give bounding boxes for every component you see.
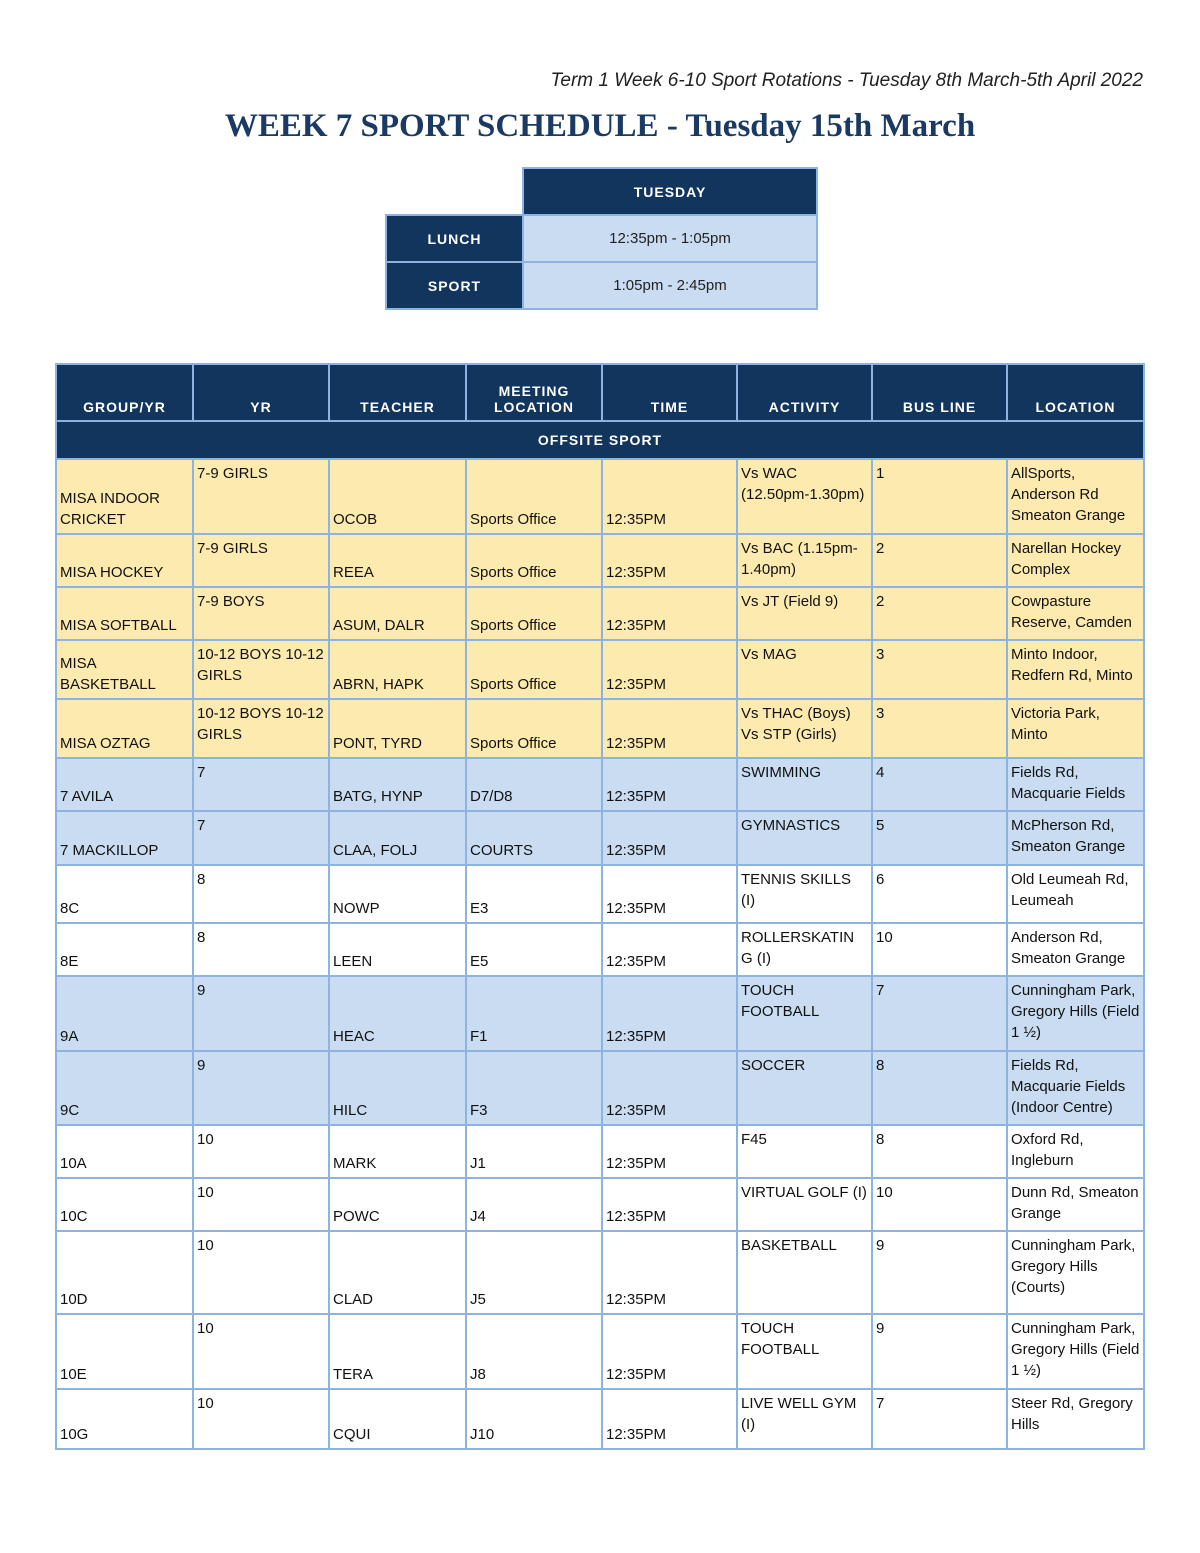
yr-cell: 10 [193,1389,329,1449]
teacher-cell: ASUM, DALR [329,587,466,640]
teacher-cell: HEAC [329,976,466,1051]
location-cell: Minto Indoor, Redfern Rd, Minto [1007,640,1144,699]
meeting-location-cell: Sports Office [466,640,602,699]
group-cell: MISA HOCKEY [56,534,193,587]
meeting-location-cell: J5 [466,1231,602,1314]
yr-cell: 10 [193,1125,329,1178]
activity-cell: TOUCH FOOTBALL [737,1314,872,1389]
meeting-location-cell: Sports Office [466,534,602,587]
document-subtitle: Term 1 Week 6-10 Sport Rotations - Tuesday 8th March-5th April 2022 [550,70,1143,91]
bus-line-cell: 8 [872,1051,1007,1125]
location-cell: Dunn Rd, Smeaton Grange [1007,1178,1144,1231]
time-cell: 12:35PM [602,976,737,1051]
yr-cell: 8 [193,865,329,923]
table-row [56,587,1144,640]
times-day-header: TUESDAY [523,168,817,215]
activity-cell: Vs MAG [737,640,872,699]
teacher-cell: TERA [329,1314,466,1389]
meeting-location-cell: J1 [466,1125,602,1178]
activity-cell: BASKETBALL [737,1231,872,1314]
teacher-cell: BATG, HYNP [329,758,466,811]
time-cell: 12:35PM [602,923,737,976]
yr-cell: 10 [193,1231,329,1314]
time-cell: 12:35PM [602,865,737,923]
location-cell: Old Leumeah Rd, Leumeah [1007,865,1144,923]
activity-cell: LIVE WELL GYM (I) [737,1389,872,1449]
bus-line-cell: 6 [872,865,1007,923]
location-cell: Fields Rd, Macquarie Fields (Indoor Centre) [1007,1051,1144,1125]
table-row [56,758,1144,811]
col-header-yr: YR [193,364,329,421]
location-cell: AllSports, Anderson Rd Smeaton Grange [1007,459,1144,534]
teacher-cell: MARK [329,1125,466,1178]
activity-cell: Vs JT (Field 9) [737,587,872,640]
teacher-cell: PONT, TYRD [329,699,466,758]
activity-cell: F45 [737,1125,872,1178]
activity-cell: Vs THAC (Boys) Vs STP (Girls) [737,699,872,758]
teacher-cell: NOWP [329,865,466,923]
location-cell: Victoria Park, Minto [1007,699,1144,758]
bus-line-cell: 10 [872,923,1007,976]
yr-cell: 8 [193,923,329,976]
table-row [56,865,1144,923]
group-cell: 9A [56,976,193,1051]
meeting-location-cell: D7/D8 [466,758,602,811]
time-cell: 12:35PM [602,1178,737,1231]
location-cell: Narellan Hockey Complex [1007,534,1144,587]
yr-cell: 10-12 BOYS 10-12 GIRLS [193,640,329,699]
meeting-location-cell: Sports Office [466,459,602,534]
activity-cell: SOCCER [737,1051,872,1125]
table-row [56,1231,1144,1314]
group-cell: 10G [56,1389,193,1449]
yr-cell: 10 [193,1314,329,1389]
bus-line-cell: 2 [872,534,1007,587]
table-row [56,923,1144,976]
times-row-label: LUNCH [386,215,523,262]
group-cell: 8C [56,865,193,923]
location-cell: Cowpasture Reserve, Camden [1007,587,1144,640]
bus-line-cell: 8 [872,1125,1007,1178]
activity-cell: TOUCH FOOTBALL [737,976,872,1051]
col-header-teacher: TEACHER [329,364,466,421]
time-cell: 12:35PM [602,1314,737,1389]
location-cell: Fields Rd, Macquarie Fields [1007,758,1144,811]
location-cell: Anderson Rd, Smeaton Grange [1007,923,1144,976]
yr-cell: 7-9 GIRLS [193,459,329,534]
times-row-value: 1:05pm - 2:45pm [523,262,817,309]
teacher-cell: CLAD [329,1231,466,1314]
group-cell: 10E [56,1314,193,1389]
bus-line-cell: 3 [872,699,1007,758]
activity-cell: GYMNASTICS [737,811,872,865]
times-row-label: SPORT [386,262,523,309]
location-cell: Cunningham Park, Gregory Hills (Field 1 ½) [1007,976,1144,1051]
table-row [56,1389,1144,1449]
location-cell: Cunningham Park, Gregory Hills (Courts) [1007,1231,1144,1314]
time-cell: 12:35PM [602,811,737,865]
col-header-bus-line: BUS LINE [872,364,1007,421]
bus-line-cell: 5 [872,811,1007,865]
section-label: OFFSITE SPORT [56,421,1144,459]
table-row [56,811,1144,865]
col-header-location [1007,364,1144,421]
bus-line-cell: 4 [872,758,1007,811]
yr-cell: 10 [193,1178,329,1231]
time-cell: 12:35PM [602,1125,737,1178]
group-cell: 10C [56,1178,193,1231]
table-row [56,1051,1144,1125]
teacher-cell: REEA [329,534,466,587]
times-header-row [386,168,817,215]
meeting-location-cell: J10 [466,1389,602,1449]
time-cell: 12:35PM [602,1389,737,1449]
time-cell: 12:35PM [602,534,737,587]
meeting-location-cell: F1 [466,976,602,1051]
bus-line-cell: 2 [872,587,1007,640]
table-row [56,976,1144,1051]
group-cell: 8E [56,923,193,976]
times-corner-cell [386,168,523,215]
activity-cell: SWIMMING [737,758,872,811]
table-row [56,640,1144,699]
bus-line-cell: 9 [872,1314,1007,1389]
yr-cell: 9 [193,976,329,1051]
table-row [56,534,1144,587]
group-cell: 7 AVILA [56,758,193,811]
group-cell: 10D [56,1231,193,1314]
meeting-location-cell: J8 [466,1314,602,1389]
group-cell: 10A [56,1125,193,1178]
activity-cell: VIRTUAL GOLF (I) [737,1178,872,1231]
meeting-location-cell: Sports Office [466,699,602,758]
teacher-cell: ABRN, HAPK [329,640,466,699]
bus-line-cell: 7 [872,1389,1007,1449]
meeting-location-cell: F3 [466,1051,602,1125]
yr-cell: 7-9 GIRLS [193,534,329,587]
yr-cell: 7-9 BOYS [193,587,329,640]
time-cell: 12:35PM [602,1051,737,1125]
time-cell: 12:35PM [602,1231,737,1314]
teacher-cell: HILC [329,1051,466,1125]
teacher-cell: LEEN [329,923,466,976]
yr-cell: 10-12 BOYS 10-12 GIRLS [193,699,329,758]
document-title: WEEK 7 SPORT SCHEDULE - Tuesday 15th March [224,108,976,144]
yr-cell: 9 [193,1051,329,1125]
sport-schedule-table [55,363,1145,1450]
bus-line-cell: 1 [872,459,1007,534]
teacher-cell: POWC [329,1178,466,1231]
group-cell: MISA BASKETBALL [56,640,193,699]
table-row [56,1178,1144,1231]
bus-line-cell: 10 [872,1178,1007,1231]
meeting-location-cell: J4 [466,1178,602,1231]
time-cell: 12:35PM [602,459,737,534]
times-table [385,167,818,310]
location-cell: McPherson Rd, Smeaton Grange [1007,811,1144,865]
teacher-cell: CLAA, FOLJ [329,811,466,865]
times-row-value: 12:35pm - 1:05pm [523,215,817,262]
time-cell: 12:35PM [602,699,737,758]
activity-cell: Vs WAC (12.50pm-1.30pm) [737,459,872,534]
table-row [56,1314,1144,1389]
col-header-activity: ACTIVITY [737,364,872,421]
table-row [56,1125,1144,1178]
teacher-cell: OCOB [329,459,466,534]
location-cell: Cunningham Park, Gregory Hills (Field 1 ½) [1007,1314,1144,1389]
section-row-offsite [56,421,1144,459]
col-header-group: GROUP/YR [56,364,193,421]
table-row [56,459,1144,534]
yr-cell: 7 [193,811,329,865]
schedule-body [56,459,1144,1449]
col-header-location-label: LOCATION [1035,399,1116,415]
col-header-meeting-location: MEETING LOCATION [466,364,602,421]
activity-cell: Vs BAC (1.15pm-1.40pm) [737,534,872,587]
bus-line-cell: 9 [872,1231,1007,1314]
bus-line-cell: 3 [872,640,1007,699]
teacher-cell: CQUI [329,1389,466,1449]
times-row-sport [386,262,817,309]
group-cell: 7 MACKILLOP [56,811,193,865]
schedule-header-row [56,364,1144,421]
group-cell: MISA SOFTBALL [56,587,193,640]
time-cell: 12:35PM [602,640,737,699]
meeting-location-cell: Sports Office [466,587,602,640]
table-row [56,699,1144,758]
yr-cell: 7 [193,758,329,811]
bus-line-cell: 7 [872,976,1007,1051]
meeting-location-cell: COURTS [466,811,602,865]
group-cell: MISA OZTAG [56,699,193,758]
time-cell: 12:35PM [602,587,737,640]
col-header-time: TIME [602,364,737,421]
activity-cell: TENNIS SKILLS (I) [737,865,872,923]
group-cell: 9C [56,1051,193,1125]
location-cell: Oxford Rd, Ingleburn [1007,1125,1144,1178]
location-cell: Steer Rd, Gregory Hills [1007,1389,1144,1449]
group-cell: MISA INDOOR CRICKET [56,459,193,534]
meeting-location-cell: E5 [466,923,602,976]
activity-cell: ROLLERSKATIN G (I) [737,923,872,976]
meeting-location-cell: E3 [466,865,602,923]
times-row-lunch [386,215,817,262]
time-cell: 12:35PM [602,758,737,811]
